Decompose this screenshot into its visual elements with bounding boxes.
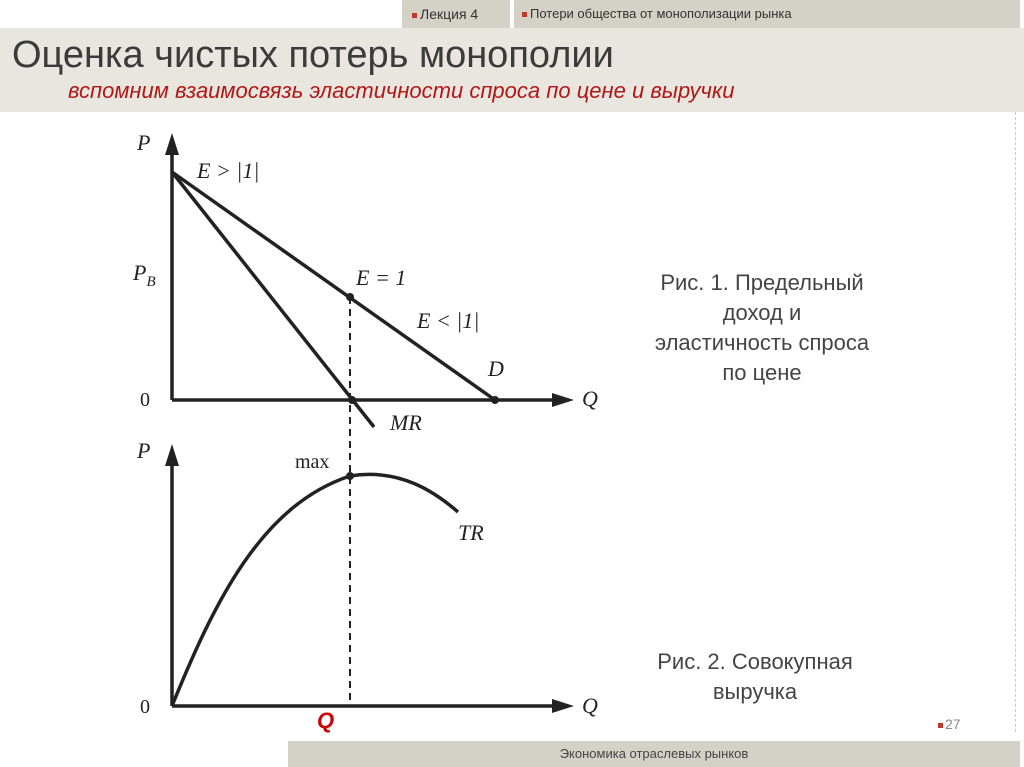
fig1-caption-line: Рис. 1. Предельный <box>660 270 864 295</box>
slide-subtitle: вспомним взаимосвязь эластичности спроса по цене и выручки <box>68 78 735 103</box>
topic-label: Потери общества от монополизации рынка <box>530 6 792 21</box>
fig2-x-arrow-icon <box>552 699 574 713</box>
page-number <box>938 716 961 732</box>
bullet-icon <box>938 723 943 728</box>
slide-title: Оценка чистых потерь монополии <box>12 34 614 76</box>
page-number-value: 27 <box>945 716 961 732</box>
pb-label <box>132 260 156 290</box>
demand-line <box>172 172 495 400</box>
fig1-caption-line: эластичность спроса <box>654 330 870 355</box>
fig1-caption-line: по цене <box>722 360 802 385</box>
tr-max-point <box>346 472 354 480</box>
elastic-label: E > |1| <box>197 158 260 183</box>
pb-main: P <box>133 260 147 285</box>
q-mark-label: Q <box>317 708 335 733</box>
pb-sub: B <box>146 274 156 290</box>
demand-label: D <box>488 356 504 381</box>
fig1-x-label: Q <box>582 386 598 411</box>
fig2-origin-label: 0 <box>140 696 150 718</box>
mr-line <box>172 172 374 427</box>
unit-elastic-label: E = 1 <box>356 265 407 290</box>
tr-curve <box>172 474 458 706</box>
footer-course: Экономика отраслевых рынков <box>288 741 1020 767</box>
demand-intercept-point <box>491 396 499 404</box>
fig1-y-arrow-icon <box>165 133 179 155</box>
fig1-y-label: P <box>137 130 151 155</box>
fig2-y-arrow-icon <box>165 444 179 466</box>
mr-label: MR <box>390 410 422 435</box>
lecture-label: Лекция 4 <box>420 6 479 22</box>
fig1-caption-line: доход и <box>722 300 802 325</box>
fig1-caption <box>612 268 912 388</box>
fig2-x-label: Q <box>582 693 598 718</box>
max-label: max <box>295 451 330 473</box>
fig1-x-arrow-icon <box>552 393 574 407</box>
fig2-caption-line: выручка <box>712 679 798 704</box>
fig1-origin-label: 0 <box>140 389 150 411</box>
fig2-caption <box>600 647 910 707</box>
inelastic-label: E < |1| <box>417 308 480 333</box>
fig2-y-label: P <box>137 438 151 463</box>
tr-label: TR <box>458 520 484 545</box>
fig2-caption-line: Рис. 2. Совокупная <box>657 649 853 674</box>
